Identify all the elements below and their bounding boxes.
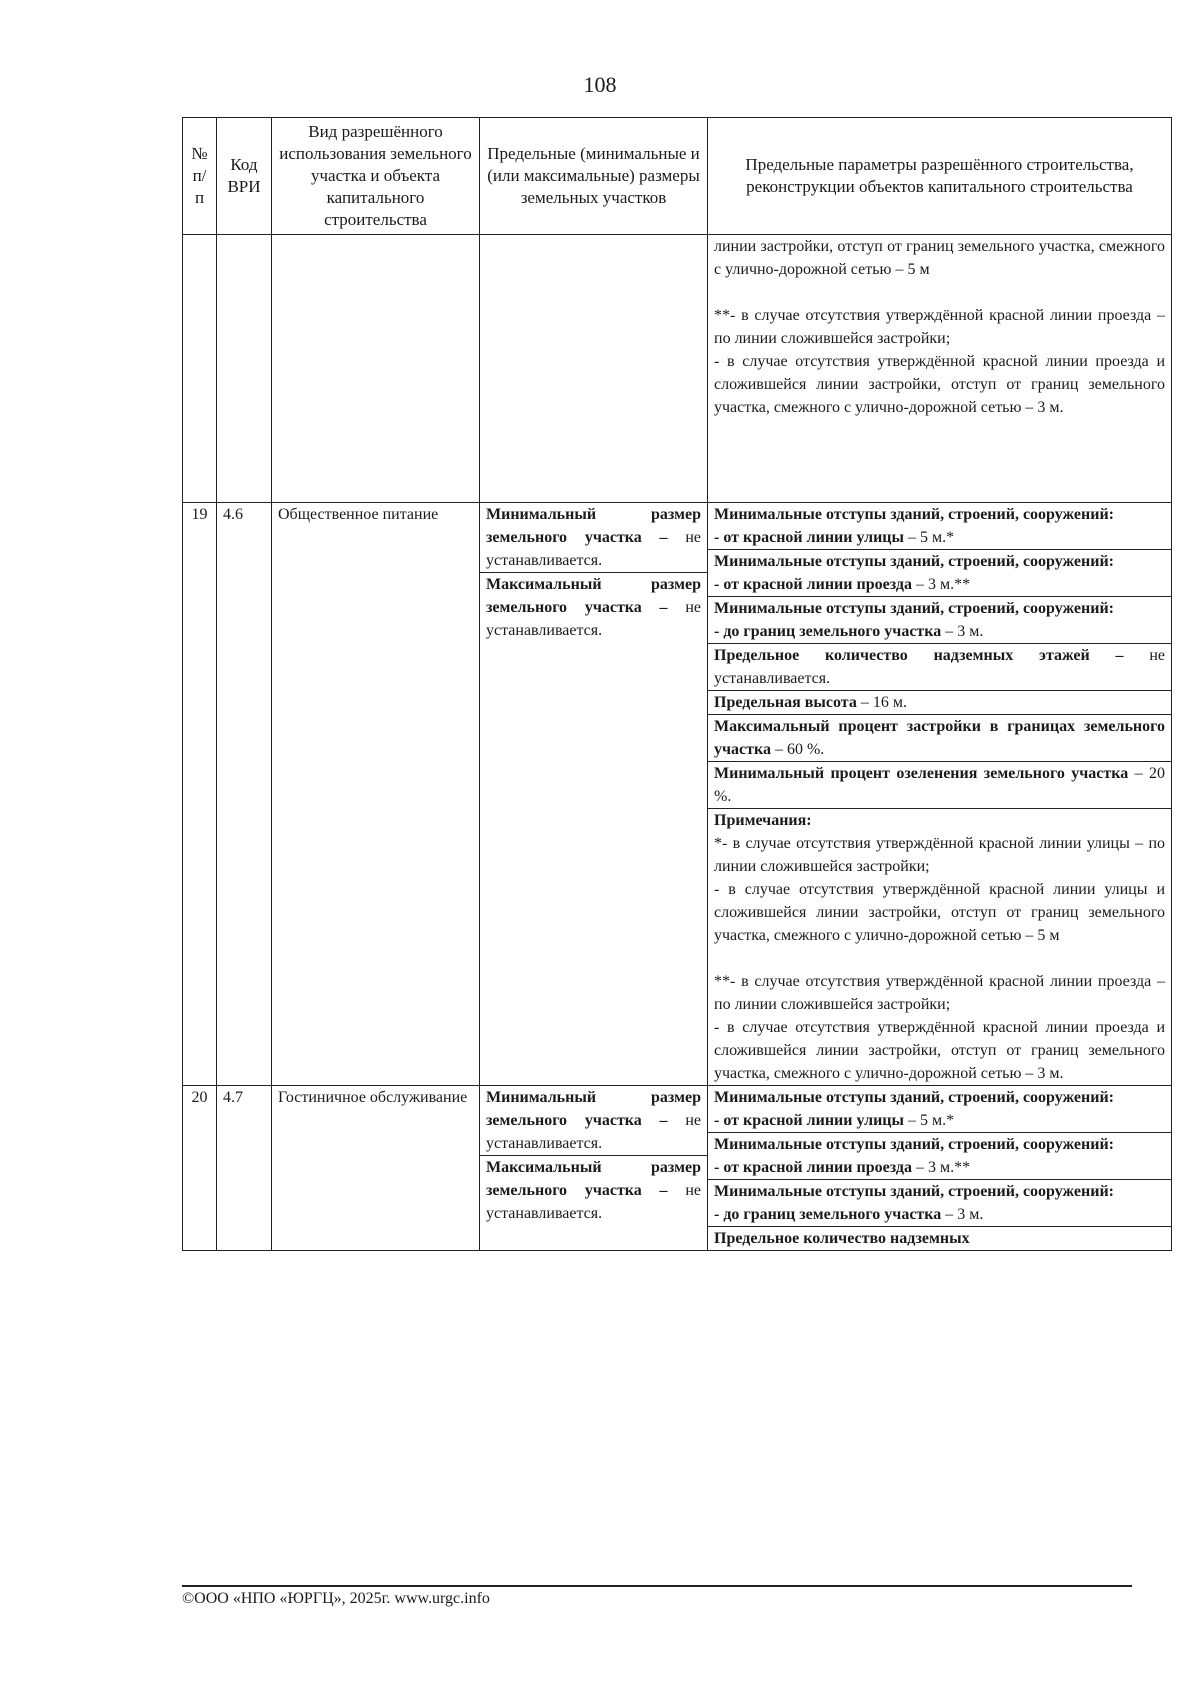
- regulations-table: [182, 117, 1172, 1251]
- row19-p6-label: Максимальный процент застройки в границах земельного участка: [714, 718, 1165, 758]
- footer-copyright: ©ООО «НПО «ЮРГЦ», 2025г. www.urgc.info: [182, 1590, 490, 1607]
- row19-note-4: - в случае отсутствия утверждённой красной линии проезда и сложившейся линии застройки, отступ от границ земельного участка, смежного с улично-дорожной сетью – 3 м.: [714, 1019, 1165, 1082]
- row20-p3-clause: - до границ земельного участка: [714, 1206, 942, 1223]
- row19-p4-label: Предельное количество надземных этажей –: [714, 647, 1124, 664]
- row19-note-1: *- в случае отсутствия утверждённой красной линии улицы – по линии сложившейся застройки;: [714, 835, 1165, 875]
- row19-p6-value: – 60 %.: [770, 741, 825, 758]
- row20-p1-value: – 5 м.*: [904, 1112, 955, 1129]
- row20-p1-clause: - от красной линии улицы: [714, 1112, 904, 1129]
- row20-num: 20: [183, 1086, 217, 1251]
- row19-p1-clause: - от красной линии улицы: [714, 529, 904, 546]
- row20-p1-label: Минимальные отступы зданий, строений, сооружений:: [714, 1089, 1114, 1106]
- row19-min-value: не устанавливается.: [486, 529, 702, 569]
- row19-notes-title: Примечания:: [714, 812, 812, 829]
- row19-p7-label: Минимальный процент озеленения земельного участка: [714, 765, 1129, 782]
- row20-max-value: не устанавливается.: [486, 1182, 702, 1222]
- row19-min-label: Минимальный размер земельного участка –: [486, 506, 701, 546]
- row19-p4-value: не устанавливается.: [714, 647, 1165, 687]
- row19-note-3: **- в случае отсутствия утверждённой красной линии проезда – по линии сложившейся застройки;: [714, 973, 1165, 1013]
- row19-p3-label: Минимальные отступы зданий, строений, сооружений:: [714, 600, 1114, 617]
- row20-p2-clause: - от красной линии проезда: [714, 1159, 912, 1176]
- continuation-line-1: линии застройки, отступ от границ земельного участка, смежного с улично-дорожной сетью – 5 м: [714, 238, 1165, 278]
- row19-p3-clause: - до границ земельного участка: [714, 623, 942, 640]
- table-row-continuation: [183, 235, 1172, 503]
- row19-p5-label: Предельная высота: [714, 694, 857, 711]
- row20-p3-value: – 3 м.: [941, 1206, 984, 1223]
- row20-kind: Гостиничное обслуживание: [272, 1086, 480, 1251]
- header-params: Предельные параметры разрешённого строительства, реконструкции объектов капитального строительства: [708, 118, 1172, 235]
- row19-max-label: Максимальный размер земельного участка –: [486, 576, 701, 616]
- header-kind: Вид разрешённого использования земельного участка и объекта капитального строительства: [272, 118, 480, 235]
- row19-max-value: не устанавливается.: [486, 599, 702, 639]
- row19-p5-value: – 16 м.: [856, 694, 907, 711]
- row19-note-2: - в случае отсутствия утверждённой красной линии улицы и сложившейся линии застройки, отступ от границ земельного участка, смежного с улично-дорожной сетью – 5 м: [714, 881, 1165, 944]
- header-code: Код ВРИ: [217, 118, 272, 235]
- footer-divider: [182, 1585, 1132, 1587]
- row20-min-value: не устанавливается.: [486, 1112, 702, 1152]
- row19-p2-value: – 3 м.**: [911, 576, 971, 593]
- row20-size: [480, 1086, 708, 1251]
- table-row-19: [183, 503, 1172, 1086]
- row20-max-label: Максимальный размер земельного участка –: [486, 1159, 701, 1199]
- row20-p2-label: Минимальные отступы зданий, строений, сооружений:: [714, 1136, 1114, 1153]
- row19-size: [480, 503, 708, 1086]
- row19-num: 19: [183, 503, 217, 1086]
- row20-p2-value: – 3 м.**: [911, 1159, 971, 1176]
- page-number: 108: [583, 72, 617, 97]
- row19-p1-label: Минимальные отступы зданий, строений, сооружений:: [714, 506, 1114, 523]
- row20-p4-label: Предельное количество надземных: [714, 1230, 970, 1247]
- table-header-row: [183, 118, 1172, 235]
- row19-p3-value: – 3 м.: [941, 623, 984, 640]
- row20-min-label: Минимальный размер земельного участка –: [486, 1089, 701, 1129]
- row19-code: 4.6: [217, 503, 272, 1086]
- header-num: № п/п: [183, 118, 217, 235]
- row20-code: 4.7: [217, 1086, 272, 1251]
- row19-p2-clause: - от красной линии проезда: [714, 576, 912, 593]
- row19-params: [708, 503, 1172, 1086]
- continuation-params: [708, 235, 1172, 503]
- table-row-20: [183, 1086, 1172, 1251]
- continuation-line-3: - в случае отсутствия утверждённой красной линии проезда и сложившейся линии застройки, отступ от границ земельного участка, смежного с улично-дорожной сетью – 3 м.: [714, 353, 1165, 416]
- row20-p3-label: Минимальные отступы зданий, строений, сооружений:: [714, 1183, 1114, 1200]
- row19-p1-value: – 5 м.*: [904, 529, 955, 546]
- row20-params: [708, 1086, 1172, 1251]
- continuation-line-2: **- в случае отсутствия утверждённой красной линии проезда – по линии сложившейся застройки;: [714, 307, 1165, 347]
- row19-kind: Общественное питание: [272, 503, 480, 1086]
- header-size: Предельные (минимальные и (или максимальные) размеры земельных участков: [480, 118, 708, 235]
- row19-p7-value: – 20 %.: [714, 765, 1165, 805]
- row19-p2-label: Минимальные отступы зданий, строений, сооружений:: [714, 553, 1114, 570]
